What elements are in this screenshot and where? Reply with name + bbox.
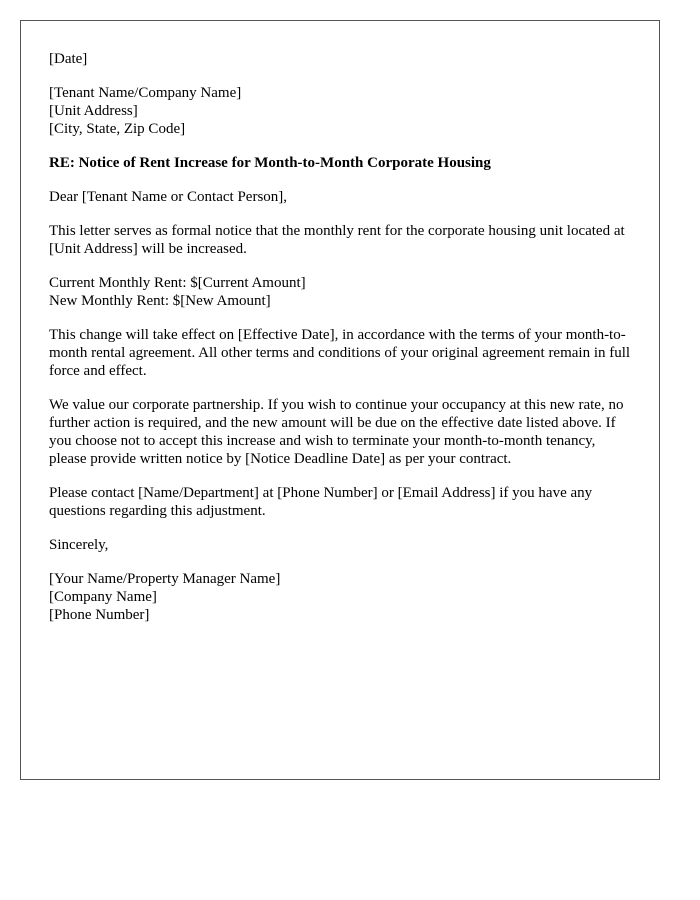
salutation: Dear [Tenant Name or Contact Person], <box>49 189 288 205</box>
partnership-paragraph: We value our corporate partnership. If you wish to continue your occupancy at this new rate, no further action is required, and the new amount will be due on the effective date listed above. If you choose not to accept this increase and wish to terminate your month-to-month tenancy, please provide written notice by [Notice Deadline Date] as per your contract. <box>49 397 624 467</box>
intro-paragraph: This letter serves as formal notice that the monthly rent for the corporate housing unit located at [Unit Address] will be increased. <box>49 223 625 257</box>
recipient-address: [Unit Address] <box>49 103 138 119</box>
recipient-name: [Tenant Name/Company Name] <box>49 85 242 101</box>
letter-date <box>49 50 631 68</box>
subject-line: RE: Notice of Rent Increase for Month-to-Month Corporate Housing <box>49 155 491 171</box>
signature-name: [Your Name/Property Manager Name] <box>49 571 281 587</box>
closing: Sincerely, <box>49 537 109 553</box>
letter-page <box>20 20 660 780</box>
rent-amounts <box>49 274 631 310</box>
contact-paragraph: Please contact [Name/Department] at [Phone Number] or [Email Address] if you have any questions regarding this adjustment. <box>49 485 593 519</box>
current-rent: Current Monthly Rent: $[Current Amount] <box>49 275 306 291</box>
signature-company: [Company Name] <box>49 589 157 605</box>
date-text: [Date] <box>49 51 88 67</box>
recipient-block <box>49 84 631 138</box>
signature-block <box>49 570 631 624</box>
recipient-city-state-zip: [City, State, Zip Code] <box>49 121 186 137</box>
new-rent: New Monthly Rent: $[New Amount] <box>49 293 271 309</box>
signature-phone: [Phone Number] <box>49 607 150 623</box>
effective-date-paragraph: This change will take effect on [Effective Date], in accordance with the terms of your month-to-month rental agreement. All other terms and conditions of your original agreement remain in full force and effect. <box>49 327 631 379</box>
